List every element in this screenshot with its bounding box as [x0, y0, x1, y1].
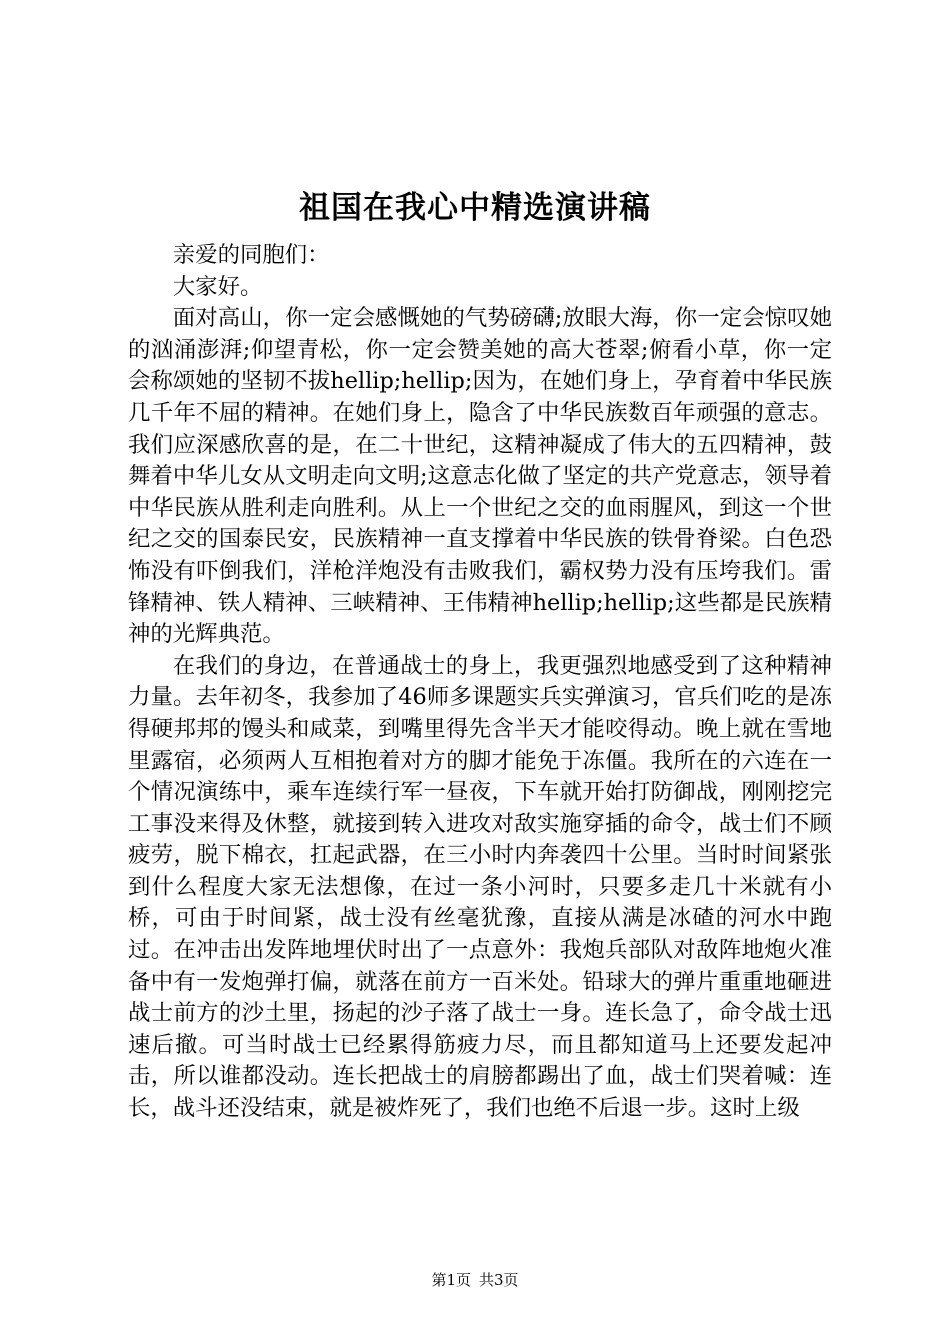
page-number: 第1页 — [431, 1271, 471, 1289]
document-title: 祖国在我心中精选演讲稿 — [299, 190, 651, 226]
paragraph-greeting: 大家好。 — [172, 273, 263, 300]
paragraph-soldiers: 在我们的身边，在普通战士的身上，我更强烈地感受到了这种精神力量。去年初冬，我参加了46师多课题实兵实弹演习，官兵们吃的是冻得硬邦邦的馒头和咸菜，到嘴里得先含半天才能咬得动。晚上就在雪地里露宿，必须两人互相抱着对方的脚才能免于冻僵。我所在的六连在一个情况演练中，乘车连续行军一昼夜，下车就开始打防御战，刚刚挖完工事没来得及休整，就接到转入进攻对敌实施穿插的命令，战士们不顾疲劳，脱下棉衣，扛起武器，在三小时内奔袭四十公里。当时时间紧张到什么程度大家无法想像，在过一条小河时，只要多走几十米就有小桥，可由于时间紧，战士没有丝毫犹豫，直接从满是冰碴的河水中跑过。在冲击出发阵地埋伏时出了一点意外：我炮兵部队对敌阵地炮火准备中有一发炮弹打偏，就落在前方一百米处。铅球大的弹片重重地砸进战士前方的沙土里，扬起的沙子落了战士一身。连长急了，命令战士迅速后撤。可当时战士已经累得筋疲力尽，而且都知道马上还要发起冲击，所以谁都没动。连长把战士的肩膀都踢出了血，战士们哭着喊：连长，战斗还没结束，就是被炸死了，我们也绝不后退一步。这时上级 — [128, 652, 832, 1122]
document-body — [128, 240, 832, 1125]
page-footer — [0, 1270, 950, 1290]
paragraph-spirit: 面对高山，你一定会感慨她的气势磅礴;放眼大海，你一定会惊叹她的汹涌澎湃;仰望青松，你一定会赞美她的高大苍翠;俯看小草，你一定会称颂她的坚韧不拔hellip;hellip;因为，在她们身上，孕育着中华民族几千年不屈的精神。在她们身上，隐含了中华民族数百年顽强的意志。我们应深感欣喜的是，在二十世纪，这精神凝成了伟大的五四精神，鼓舞着中华儿女从文明走向文明;这意志化做了坚定的共产党意志，领导着中华民族从胜利走向胜利。从上一个世纪之交的血雨腥风，到这一个世纪之交的国泰民安，民族精神一直支撑着中华民族的铁骨脊梁。白色恐怖没有吓倒我们，洋枪洋炮没有击败我们，霸权势力没有压垮我们。雷锋精神、铁人精神、三峡精神、王伟精神hellip;hellip;这些都是民族精神的光辉典范。 — [128, 305, 832, 648]
page-total: 共3页 — [479, 1271, 519, 1289]
paragraph-salutation: 亲爱的同胞们： — [172, 242, 330, 268]
